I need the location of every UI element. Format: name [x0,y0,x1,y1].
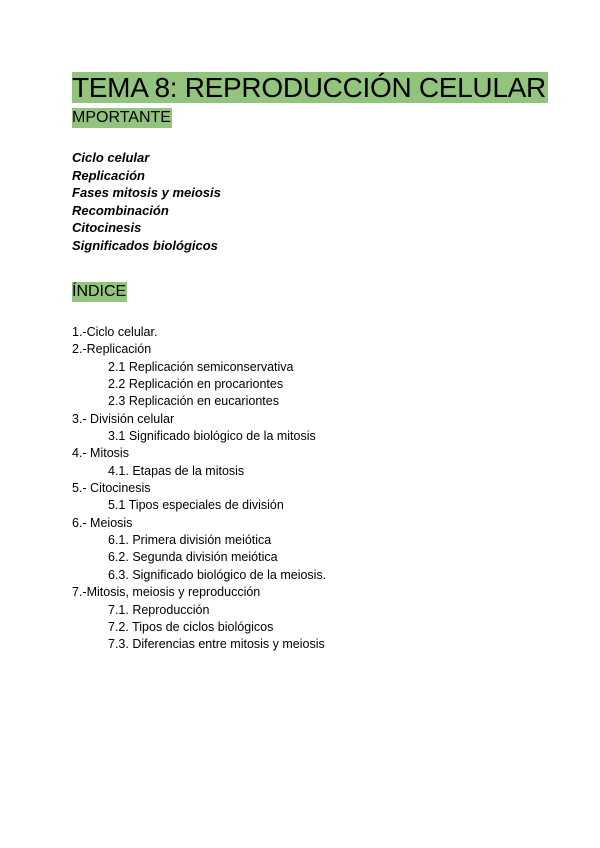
document-page [72,72,546,654]
toc-item: 3.- División celular [72,411,175,426]
important-topic: Citocinesis [72,220,142,235]
toc-subitem: 5.1 Tipos especiales de división [108,498,284,513]
toc-subitem: 6.1. Primera división meiótica [108,533,272,548]
toc-subitem: 2.2 Replicación en procariontes [108,377,284,392]
toc-subitem: 7.1. Reproducción [108,602,210,617]
toc-item: 6.- Meiosis [72,515,133,530]
index-heading: ÍNDICE [72,283,127,300]
toc-item: 2.-Replicación [72,342,152,357]
toc-subitem: 3.1 Significado biológico de la mitosis [108,429,316,444]
document-title: TEMA 8: REPRODUCCIÓN CELULAR [72,72,546,103]
toc-subitem: 4.1. Etapas de la mitosis [108,463,245,478]
toc-subitem: 7.2. Tipos de ciclos biológicos [108,619,274,634]
toc-subitem: 2.3 Replicación en eucariontes [108,394,279,409]
important-topic: Fases mitosis y meiosis [72,185,221,200]
important-heading: MPORTANTE [72,109,171,126]
toc-item: 7.-Mitosis, meiosis y reproducción [72,585,261,600]
toc-item: 4.- Mitosis [72,446,129,461]
toc-item: 1.-Ciclo celular. [72,325,158,339]
important-topic: Replicación [72,167,145,183]
toc-subitem: 6.2. Segunda división meiótica [108,550,278,565]
toc-subitem: 6.3. Significado biológico de la meiosis. [108,567,327,582]
important-topic: Recombinación [72,202,169,218]
toc-subitem: 7.3. Diferencias entre mitosis y meiosis [108,637,325,652]
table-of-contents [72,324,532,654]
important-topics-list [72,149,532,254]
toc-subitem: 2.1 Replicación semiconservativa [108,359,294,374]
important-topic: Ciclo celular [72,150,150,165]
toc-item: 5.- Citocinesis [72,481,151,496]
important-topic: Significados biológicos [72,237,218,253]
